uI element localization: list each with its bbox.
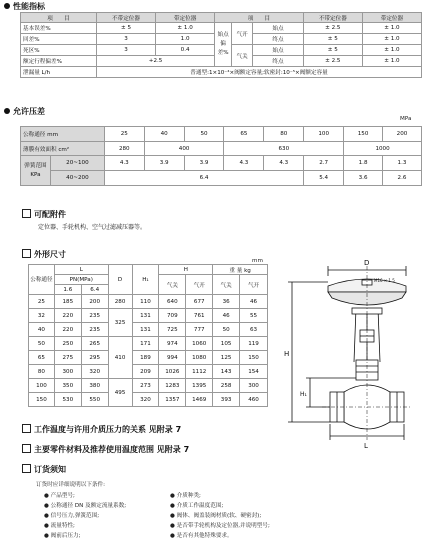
pressure-heading: 允许压差 [4, 106, 45, 117]
label-l: L [364, 442, 368, 450]
checkbox-square-icon [22, 464, 31, 473]
table-row: 基本误差% ± 5 ± 1.0 始点偏差% 气开 始点 ± 2.5 ± 1.0 [21, 23, 422, 34]
checkbox-square-icon [22, 424, 31, 433]
table-row: 弹簧范围 KPa 20~100 4.3 3.9 3.9 4.3 4.3 2.7 1.8 1.3 [21, 156, 422, 171]
list-item: ● 介质种类; [170, 493, 201, 499]
dimensions-unit: mm [252, 258, 263, 264]
checkbox-square-icon [22, 249, 31, 258]
table-row: 80 300 320 209 1026 1112 143 154 [29, 365, 268, 379]
order-list-left [44, 491, 126, 541]
label-h1: H₁ [300, 391, 307, 398]
order-heading: 订货须知 [22, 464, 66, 475]
list-item: ● 阀前后压力; [44, 533, 81, 539]
list-item: ● 介质工作温度范围; [170, 503, 224, 509]
order-list-right [170, 491, 270, 541]
checkbox-square-icon [22, 444, 31, 453]
table-row: 40 220 235 131 725 777 50 63 [29, 323, 268, 337]
list-item: ● 流量特性; [44, 523, 75, 529]
table-row: 32 220 235 325 131 709 761 46 55 [29, 309, 268, 323]
table-row: 25 185 200 280 110 640 677 36 46 [29, 295, 268, 309]
pressure-unit: MPa [400, 116, 412, 122]
checkbox-square-icon [22, 209, 31, 218]
label-thread: M16 × 1.5 [374, 278, 395, 283]
table-row: 100 350 380 495 273 1283 1395 258 300 [29, 379, 268, 393]
list-item: ● 公称通径 DN 及额定流量系数; [44, 503, 127, 509]
performance-table [20, 12, 422, 78]
accessories-text: 定位器、手轮机构、空气过滤减压器等。 [38, 224, 147, 231]
note-temp-pressure: 工作温度与许用介质压力的关系 见附录 7 [22, 424, 181, 435]
bullet-icon [4, 108, 10, 114]
table-row: 公称通径 mm 25 40 50 65 80 100 150 200 [21, 127, 422, 142]
table-row: 65 275 295 189 994 1080 125 150 [29, 351, 268, 365]
table-header-row: 项 目 不带定位器 带定位器 项 目 不带定位器 带定位器 [21, 13, 422, 23]
table-row: 泄漏量 L/h 普通型:1×10⁻⁴×阀额定容量;软密封:10⁻⁵×阀额定容量 [21, 67, 422, 78]
table-row: 回差% 3 1.0 终点 ± 5 ± 1.0 [21, 34, 422, 45]
list-item: ● 信号压力,弹簧范围; [44, 513, 100, 519]
pressure-table [20, 126, 422, 186]
table-row: 50 250 265 410 171 974 1060 105 119 [29, 337, 268, 351]
label-h: H [284, 350, 290, 358]
list-item: ● 产品型号; [44, 493, 75, 499]
table-row: 薄膜有效面积 cm² 280 400 630 1000 [21, 142, 422, 156]
accessories-heading: 可配附件 [22, 209, 66, 220]
label-d: D [364, 259, 370, 267]
dimensions-heading: 外形尺寸 [22, 249, 66, 260]
table-row: 40~200 6.4 5.4 3.6 2.6 [21, 171, 422, 186]
bullet-icon [4, 3, 10, 9]
list-item: ● 阀体、阀盖装阀材质(软、硬密封); [170, 513, 262, 519]
table-row: 死区% 3 0.4 气关 始点 ± 5 ± 1.0 [21, 45, 422, 56]
table-row: 150 530 550 320 1357 1469 393 460 [29, 393, 268, 407]
list-item: ● 是否有其他特殊要求。 [170, 533, 233, 539]
list-item: ● 是否带手轮机构及定位器,并说明型号; [170, 523, 270, 529]
order-intro: 订货时应详细说明以下条件: [36, 482, 106, 488]
table-row: 额定行程偏差% +2.5 终点 ± 2.5 ± 1.0 [21, 56, 422, 67]
note-materials: 主要零件材料及推荐使用温度范围 见附录 7 [22, 444, 189, 455]
performance-heading: 性能指标 [4, 1, 45, 12]
start-deviation-label: 始点偏差% [215, 23, 232, 67]
dimensions-table: 公称通径 L D H₁ H 重 量 kg PN(MPa) 气关 气开 气关 气开 1.6 6.4 25 185 200 280 110 640 677 36 46 32 220 235 325 131 709 761 46 55 40 220 235 131 725 777 50 63 50 250 265 410 171 974 1060 105 119 65 275 295 189 994 1080 125 150 80 300 320 209 1026 1112 143 154 100 350 380 495 273 1283 1395 258 300 150 530 550 320 1357 1469 393 460 [28, 264, 268, 407]
valve-drawing [282, 252, 428, 472]
